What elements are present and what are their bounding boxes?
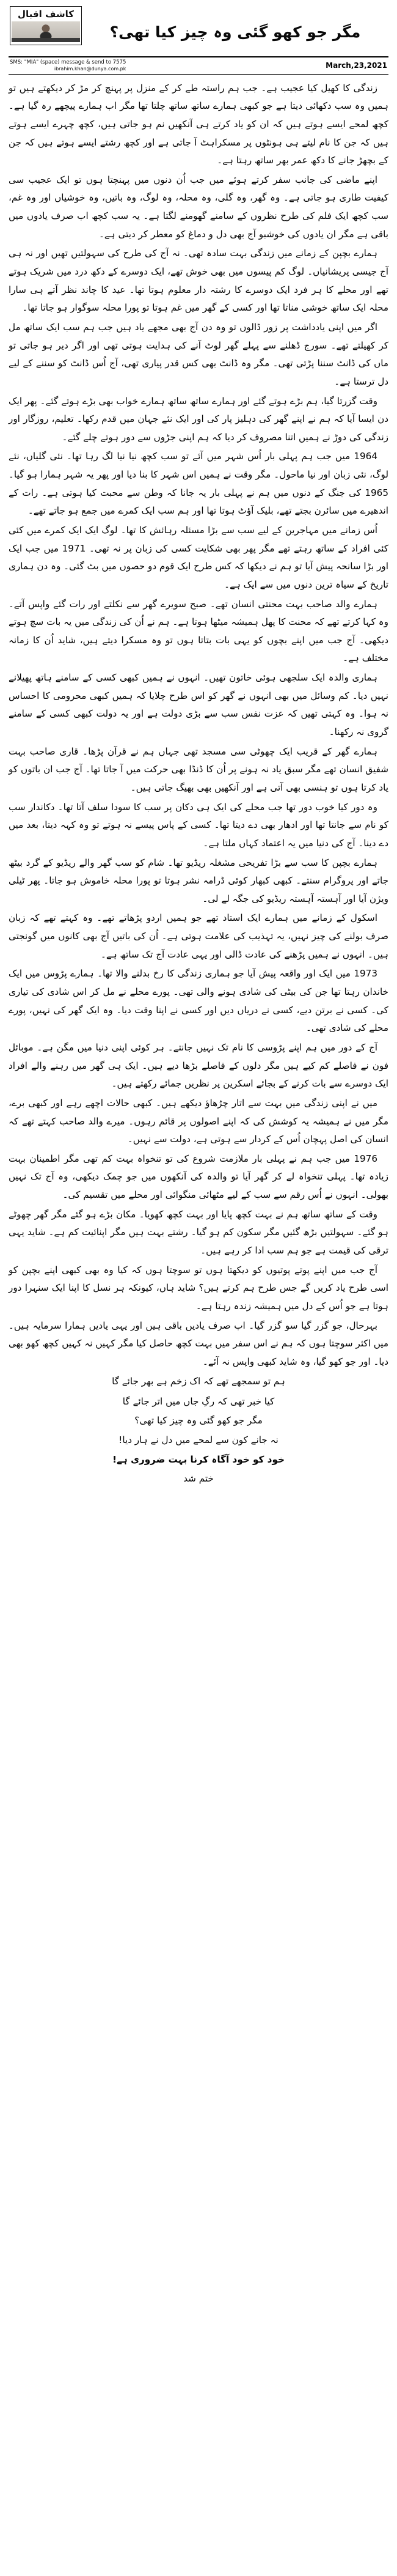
paragraph: ہمارے بچپن کا سب سے بڑا تفریحی مشغلہ ریڈیو تھا۔ شام کو سب گھر والے ریڈیو کے گرد بیٹھ جاتے اور پروگرام سنتے۔ کبھی کبھار کوئی ڈرامہ نشر ہوتا تو پورا محلہ خاموش ہو جاتا۔ پھر ٹیلی ویژن آیا اور آہستہ آہستہ ریڈیو کی جگہ لے لی۔ — [9, 857, 388, 904]
poem-block — [9, 1372, 388, 1411]
poem-line: کیا خبر تھی کہ رگِ جاں میں اتر جائے گا — [122, 1395, 275, 1407]
poem-line: ہم تو سمجھے تھے کہ اک زخم ہے بھر جائے گا — [112, 1376, 285, 1387]
author-portrait-photo — [12, 21, 80, 42]
author-name: کاشف اقبال — [18, 9, 74, 20]
paragraph: اپنے ماضی کی جانب سفر کرتے ہوئے میں جب اُن دنوں میں پہنچتا ہوں تو ایک عجیب سی کیفیت طاری ہو جاتی ہے۔ وہ گھر، وہ گلی، وہ محلہ، وہ لوگ، وہ باتیں، وہ خوشیاں اور وہ غم، سب کچھ ایک فلم کی طرح نظروں کے سامنے گھومنے لگتا ہے۔ یہ سب کچھ اب صرف یادوں میں باقی ہے مگر ان یادوں کی خوشبو آج بھی دل و دماغ کو معطر کر دیتی ہے۔ — [9, 174, 388, 240]
paragraph: وقت گزرتا گیا، ہم بڑے ہوتے گئے اور ہمارے ساتھ ساتھ ہمارے خواب بھی بڑے ہوتے گئے۔ پھر ایک دن ایسا آیا کہ ہم نے اپنے گھر کی دہلیز پار کی اور ایک نئے جہان میں قدم رکھا۔ تعلیم، روزگار اور زندگی کی دوڑ نے ہمیں اتنا مصروف کر دیا کہ ہم اپنی جڑوں سے دور ہوتے چلے گئے۔ — [9, 395, 388, 443]
article-signature: خود کو خود آگاہ کرنا بہت ضروری ہے! — [112, 1453, 285, 1465]
closing-line: نہ جانے کون سے لمحے میں دل نے ہار دیا! — [118, 1434, 279, 1445]
article-body — [9, 75, 388, 1488]
paragraph: آج جب میں اپنے پوتے پوتیوں کو دیکھتا ہوں تو سوچتا ہوں کہ کیا وہ بھی کبھی اپنے بچپن کو اسی طرح یاد کریں گے جس طرح ہم کرتے ہیں؟ شاید ہاں، کیونکہ ہر نسل کا اپنا ایک سنہرا دور ہوتا ہے جو اُس کے دل میں ہمیشہ زندہ رہتا ہے۔ — [9, 1264, 388, 1312]
title-block — [82, 6, 388, 53]
paragraph: ہماری والدہ ایک سلجھی ہوئی خاتون تھیں۔ انہوں نے ہمیں کبھی کسی کے سامنے ہاتھ پھیلانے نہیں دیا۔ کم وسائل میں بھی انہوں نے گھر کو اس طرح چلایا کہ ہمیں کبھی محرومی کا احساس نہ ہوا۔ وہ کہتی تھیں کہ عزت نفس سب سے بڑی دولت ہے اور یہ دولت کبھی کسی کے سامنے گروی نہ رکھنا۔ — [9, 672, 388, 738]
paragraph: 1976 میں جب ہم نے پہلی بار ملازمت شروع کی تو تنخواہ بہت کم تھی مگر اطمینان بہت زیادہ تھا۔ پہلی تنخواہ لے کر گھر آیا تو والدہ کی آنکھوں میں جو چمک دیکھی، وہ آج تک نہیں بھولی۔ انہوں نے اُس رقم سے سب کے لیے مٹھائی منگوائی اور محلے میں تقسیم کی۔ — [9, 1153, 388, 1201]
paragraph: میں نے اپنی زندگی میں بہت سے اتار چڑھاؤ دیکھے ہیں۔ کبھی حالات اچھے رہے اور کبھی برے، مگر میں نے ہمیشہ یہ کوشش کی کہ اپنے اصولوں پر قائم رہوں۔ میرے والد صاحب کہتے تھے کہ انسان کی اصل پہچان اُس کے کردار سے ہوتی ہے، دولت سے نہیں۔ — [9, 1097, 388, 1145]
paragraph: ہمارے گھر کے قریب ایک چھوٹی سی مسجد تھی جہاں ہم نے قرآن پڑھا۔ قاری صاحب بہت شفیق انسان تھے مگر سبق یاد نہ ہونے پر اُن کا ڈنڈا بھی حرکت میں آ جاتا تھا۔ آج جب ان باتوں کو یاد کرتا ہوں تو ہنسی بھی آتی ہے اور آنکھیں بھی بھیگ جاتی ہیں۔ — [9, 745, 388, 793]
end-marker: ختم شد — [183, 1473, 214, 1485]
paragraph: وہ دور کیا خوب دور تھا جب محلے کی ایک ہی دکان پر سب کا سودا سلف آتا تھا۔ دکاندار سب کو نام سے جانتا تھا اور ادھار بھی دے دیتا تھا۔ کسی کے پاس پیسے نہ ہوتے تو وہ کہہ دیتا، بعد میں دے دینا۔ آج کی دنیا میں یہ اعتماد کہاں ملتا ہے۔ — [9, 801, 388, 849]
paragraph: زندگی کا کھیل کیا عجیب ہے۔ جب ہم راستہ طے کر کے منزل پر پہنچ کر مڑ کر دیکھتے ہیں تو ہمیں وہ سب دکھائی دیتا ہے جو کبھی ہمارے ساتھ ساتھ چلتا تھا مگر اب ہمارے پیچھے رہ گیا ہے۔ کچھ لمحے ایسے ہوتے ہیں کہ ان کو یاد کرتے ہی آنکھیں نم ہو جاتی ہیں، کچھ چہرے ایسے ہوتے ہیں کہ جن کا نام لیتے ہی ہونٹوں پر مسکراہٹ آ جاتی ہے اور کچھ رشتے ایسے ہوتے ہیں کہ جن کے بچھڑ جانے کا دکھ عمر بھر ساتھ رہتا ہے۔ — [9, 82, 388, 166]
page-title: مگر جو کھو گئی وہ چیز کیا تھی؟ — [109, 23, 361, 41]
paragraph: اُس زمانے میں مہاجرین کے لیے سب سے بڑا مسئلہ رہائش کا تھا۔ لوگ ایک ایک کمرے میں کئی کئی افراد کے ساتھ رہتے تھے مگر پھر بھی شکایت کسی کی زبان پر نہ تھی۔ 1971 میں جب ایک اور بڑا سانحہ پیش آیا تو ہم نے دیکھا کہ کس طرح ایک قوم دو حصوں میں بٹ گئی۔ وہ دن ہماری تاریخ کے سیاہ ترین دنوں میں سے ایک ہے۔ — [9, 525, 388, 590]
paragraph: 1964 میں جب ہم پہلی بار اُس شہر میں آئے تو سب کچھ نیا نیا لگ رہا تھا۔ نئی گلیاں، نئے لوگ، نئی زبان اور نیا ماحول۔ مگر وقت نے ہمیں اس شہر کا بنا دیا اور پھر یہ شہر ہمارا ہو گیا۔ 1965 کی جنگ کے دنوں میں ہم نے پہلی بار یہ جانا کہ وطن سے محبت کیا ہوتی ہے۔ رات کے اندھیرے میں سائرن بجتے تھے، بلیک آؤٹ ہوتا تھا اور ہم سب ایک کمرے میں جمع ہو جاتے تھے۔ — [9, 451, 388, 517]
paragraph: ہمارے والد صاحب بہت محنتی انسان تھے۔ صبح سویرے گھر سے نکلتے اور رات گئے واپس آتے۔ وہ کہا کرتے تھے کہ محنت کا پھل ہمیشہ میٹھا ہوتا ہے۔ ہم نے اُن کی زندگی میں یہ بات سچ ہوتے دیکھی۔ آج جب میں اپنے بچوں کو یہی بات بتاتا ہوں تو وہ مسکرا دیتے ہیں، شاید اُن کا زمانہ مختلف ہے۔ — [9, 598, 388, 664]
paragraph: بہرحال، جو گزر گیا سو گزر گیا۔ اب صرف یادیں باقی ہیں اور یہی یادیں ہمارا سرمایہ ہیں۔ میں اکثر سوچتا ہوں کہ ہم نے اس سفر میں بہت کچھ حاصل کیا مگر کہیں نہ کہیں کچھ کھو بھی دیا۔ اور جو کھو گیا، وہ شاید کبھی واپس نہ آئے۔ — [9, 1319, 388, 1367]
paragraph: ہمارے بچپن کے زمانے میں زندگی بہت سادہ تھی۔ نہ آج کی طرح کی سہولتیں تھیں اور نہ ہی آج جیسی پریشانیاں۔ لوگ کم پیسوں میں بھی خوش تھے، ایک دوسرے کے دکھ درد میں شریک ہوتے تھے اور محلے کا ہر فرد ایک دوسرے کا رشتہ دار معلوم ہوتا تھا۔ عید کا چاند نظر آتے ہی سارا محلہ ایک ساتھ خوشی مناتا تھا اور کسی کے گھر میں غم ہوتا تو پورا محلہ سوگوار ہو جاتا تھا۔ — [9, 248, 388, 314]
meta-bar — [9, 56, 388, 75]
article-header — [9, 6, 388, 55]
paragraph: اگر میں اپنی یادداشت پر زور ڈالوں تو وہ دن آج بھی مجھے یاد ہیں جب ہم سب ایک ساتھ مل کر کھیلتے تھے۔ سورج ڈھلنے سے پہلے گھر لوٹ آنے کی ہدایت ہوتی تھی اور اگر دیر ہو جاتی تو ماں کی ڈانٹ سننا پڑتی تھی۔ مگر وہ ڈانٹ بھی کس قدر پیاری تھی، آج اُس ڈانٹ کو سننے کے لیے دل ترستا ہے۔ — [9, 321, 388, 387]
closing-line: مگر جو کھو گئی وہ چیز کیا تھی؟ — [134, 1415, 263, 1426]
author-byline-box — [10, 6, 82, 45]
publish-date: March,23,2021 — [326, 61, 387, 70]
paragraph: اسکول کے زمانے میں ہمارے ایک استاد تھے جو ہمیں اردو پڑھاتے تھے۔ وہ کہتے تھے کہ زبان صرف بولنے کی چیز نہیں، یہ تہذیب کی علامت ہوتی ہے۔ اُن کی باتیں آج بھی کانوں میں گونجتی ہیں۔ انہوں نے ہمیں پڑھنے کی عادت ڈالی اور یہی عادت آج تک ساتھ ہے۔ — [9, 912, 388, 960]
paragraph: وقت کے ساتھ ساتھ ہم نے بہت کچھ پایا اور بہت کچھ کھویا۔ مکان بڑے ہو گئے مگر گھر چھوٹے ہو گئے۔ سہولتیں بڑھ گئیں مگر سکون کم ہو گیا۔ رشتے بہت ہیں مگر اپنائیت کم ہے۔ شاید یہی ترقی کی قیمت ہے جو ہم سب ادا کر رہے ہیں۔ — [9, 1208, 388, 1256]
sms-line: SMS: "MIA" (space) message & send to 7575 — [10, 59, 126, 65]
author-email[interactable]: ibrahim.khan@dunya.com.pk — [54, 65, 126, 72]
paragraph: 1973 میں ایک اور واقعہ پیش آیا جو ہماری زندگی کا رخ بدلنے والا تھا۔ ہمارے پڑوس میں ایک خاندان رہتا تھا جن کی بیٹی کی شادی ہونے والی تھی۔ پورے محلے نے مل کر اس شادی کی تیاری کی۔ کسی نے برتن دیے، کسی نے دریاں دیں اور کسی نے اپنا وقت دیا۔ وہ ایک گھر کی نہیں، پورے محلے کی شادی تھی۔ — [9, 968, 388, 1034]
paragraph: آج کے دور میں ہم اپنے پڑوسی کا نام تک نہیں جانتے۔ ہر کوئی اپنی دنیا میں مگن ہے۔ موبائل فون نے فاصلے کم کیے ہیں مگر دلوں کے فاصلے بڑھا دیے ہیں۔ ایک ہی گھر میں رہنے والے افراد ایک دوسرے سے بات کرنے کے بجائے اسکرین پر نظریں جمائے رکھتے ہیں۔ — [9, 1041, 388, 1090]
sms-instructions — [10, 59, 126, 72]
